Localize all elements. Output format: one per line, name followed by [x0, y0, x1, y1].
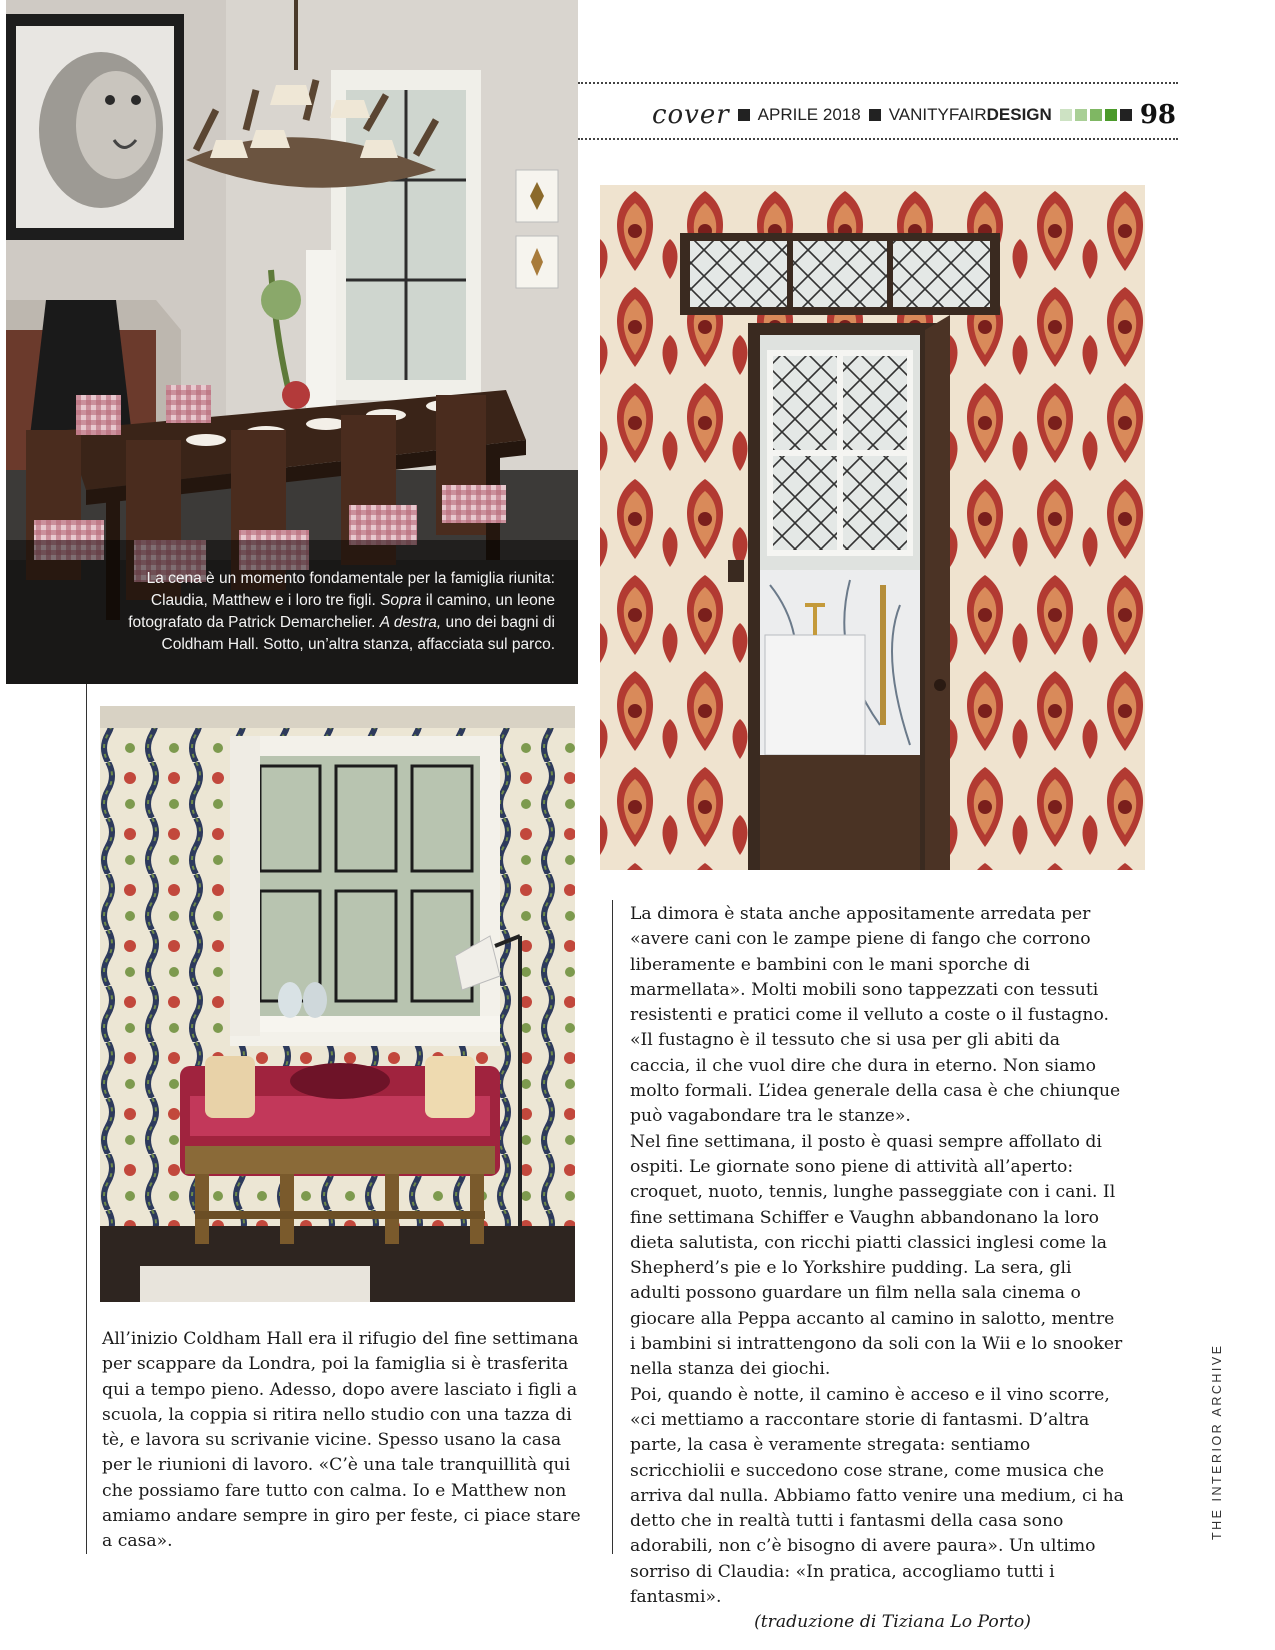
lion-portrait-icon: [6, 14, 184, 240]
issue-date: APRILE 2018: [757, 105, 861, 124]
header-bottom-rule: [578, 138, 1178, 140]
translator-credit: (traduzione di Tiziana Lo Porto): [754, 1612, 1031, 1633]
brand-suffix: DESIGN: [986, 105, 1052, 124]
body-paragraph: Poi, quando è notte, il camino è acceso e il vino scorre, «ci mettiamo a raccontare storie di fantasmi. D’altra parte, la casa è veramente stregata: sentiamo scricchiolii e succedono cose strane, come musica che arriva dal nulla. Abbiamo fatto venire una medium, ci ha detto che in realtà tutti i fantasmi della casa sono adorabili, non c’è bisogno di avere paura». Un ultimo sorriso di Claudia: «In pratica, accogliamo tutti i fantasmi».: [630, 1384, 1124, 1608]
window-icon: [306, 70, 481, 410]
window-icon: [230, 736, 500, 1046]
column-rule-right: [612, 900, 613, 1554]
right-text-column: [630, 902, 1125, 1636]
bathroom-doorway-photo: [600, 185, 1145, 870]
daybed-bench-icon: [180, 1056, 500, 1244]
header-top-rule: [578, 82, 1178, 84]
brand-prefix: VANITYFAIR: [888, 105, 987, 124]
page-number: 98: [1139, 100, 1176, 130]
window-seat-room-photo: [100, 706, 575, 1302]
photo-credit: THE INTERIOR ARCHIVE: [1210, 1343, 1224, 1540]
column-rule-left: [86, 684, 87, 1554]
magazine-brand: [889, 105, 1052, 125]
transom-window-icon: [680, 233, 1000, 315]
body-paragraph: All’inizio Coldham Hall era il rifugio del fine settimana per scappare da Londra, poi la famiglia si è trasferita qui a tempo pieno. Adesso, dopo avere lasciato i figli a scuola, la coppia si ritira nello studio con una tazza di tè, e lavora su scrivanie vicine. Spesso usano la casa per le riunioni di lavoro. «C’è una tale tranquillità qui che possiamo fare tutto con calma. Io e Matthew non amiamo andare sempre in giro per feste, ci piace stare a casa».: [102, 1329, 581, 1552]
body-paragraph: La dimora è stata anche appositamente arredata per «avere cani con le zampe piene di fango che corrono liberamente e bambini con le mani sporche di marmellata». Molti mobili sono tappezzati con tessuti resistenti e pratici come il velluto a coste o il fustagno. «Il fustagno è il tessuto che si usa per gli abiti da caccia, il che vuol dire che dura in eterno. Non siamo molto formali. L’idea generale della casa è che chiunque può vagabondare tra le stanze».: [630, 904, 1121, 1127]
green-squares-icon: [1060, 109, 1132, 121]
photo-caption: La cena è un momento fondamentale per la famiglia riunita: Claudia, Matthew e i loro tre figli. Sopra il camino, un leone fotografato da Patrick Demarchelier. A destra, uno dei bagni di Coldham Hall. Sotto, un’altra stanza, affacciata sul parco.: [128, 570, 555, 653]
body-paragraph: Nel fine settimana, il posto è quasi sempre affollato di ospiti. Le giornate sono piene di attività all’aperto: croquet, nuoto, tennis, lunghe passeggiate con i cani. Il fine settimana Schiffer e Vaughn abbandonano la loro dieta salutista, con ricchi piatti classici inglesi come la Shepherd’s pie e lo Yorkshire pudding. La sera, gli adulti possono guardare un film nella sala cinema o giocare alla Peppa accanto al camino in salotto, mentre i bambini si intrattengono da soli con la Wii e lo snooker nella stanza dei giochi.: [630, 1131, 1123, 1380]
separator-square-icon: [738, 109, 750, 121]
separator-square-icon: [869, 109, 881, 121]
left-text-column: [102, 1327, 582, 1555]
running-header: [580, 100, 1176, 130]
section-label: cover: [651, 100, 730, 130]
